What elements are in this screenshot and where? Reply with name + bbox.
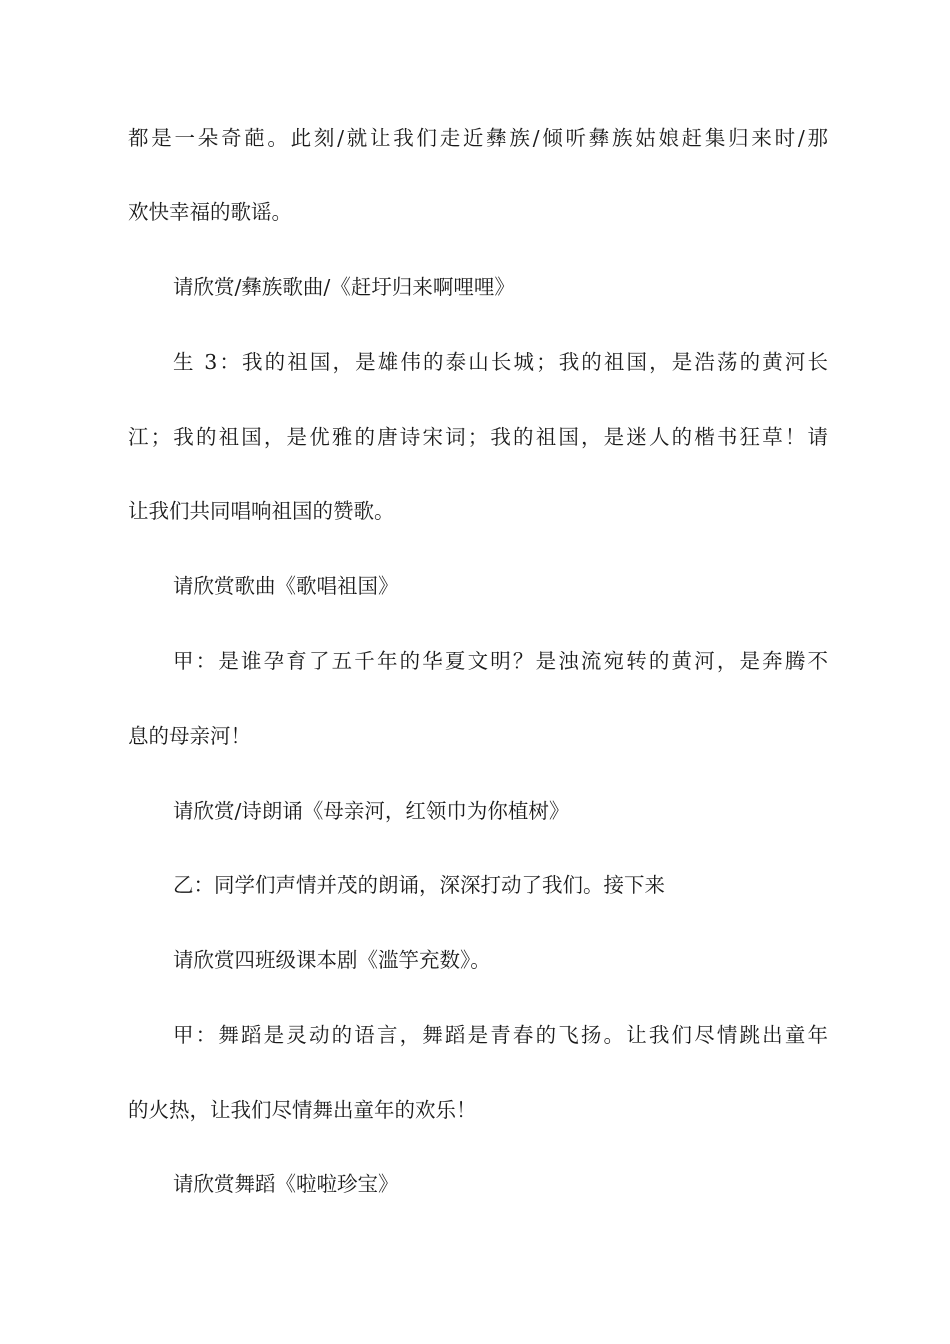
text-line: 生 3：我的祖国，是雄伟的泰山长城；我的祖国，是浩荡的黄河长: [173, 350, 828, 374]
text-line: 欢快幸福的歌谣。: [128, 200, 292, 224]
text-line: 乙：同学们声情并茂的朗诵，深深打动了我们。接下来: [173, 873, 665, 897]
text-line: 甲：是谁孕育了五千年的华夏文明？是浊流宛转的黄河，是奔腾不: [173, 649, 828, 673]
text-line: 请欣赏/诗朗诵《母亲河，红领巾为你植树》: [173, 799, 570, 823]
text-line: 请欣赏舞蹈《啦啦珍宝》: [173, 1172, 399, 1196]
text-line: 江；我的祖国，是优雅的唐诗宋词；我的祖国，是迷人的楷书狂草！请: [128, 425, 828, 449]
text-line: 请欣赏四班级课本剧《滥竽充数》。: [173, 948, 491, 972]
text-line: 让我们共同唱响祖国的赞歌。: [128, 499, 395, 523]
text-line: 甲：舞蹈是灵动的语言，舞蹈是青春的飞扬。让我们尽情跳出童年: [173, 1023, 828, 1047]
text-line: 都是一朵奇葩。此刻/就让我们走近彝族/倾听彝族姑娘赶集归来时/那: [128, 126, 828, 150]
text-line: 请欣赏/彝族歌曲/《赶圩归来啊哩哩》: [173, 275, 515, 299]
text-line: 的火热，让我们尽情舞出童年的欢乐！: [128, 1098, 477, 1122]
text-line: 息的母亲河！: [128, 724, 251, 748]
text-line: 请欣赏歌曲《歌唱祖国》: [173, 574, 399, 598]
